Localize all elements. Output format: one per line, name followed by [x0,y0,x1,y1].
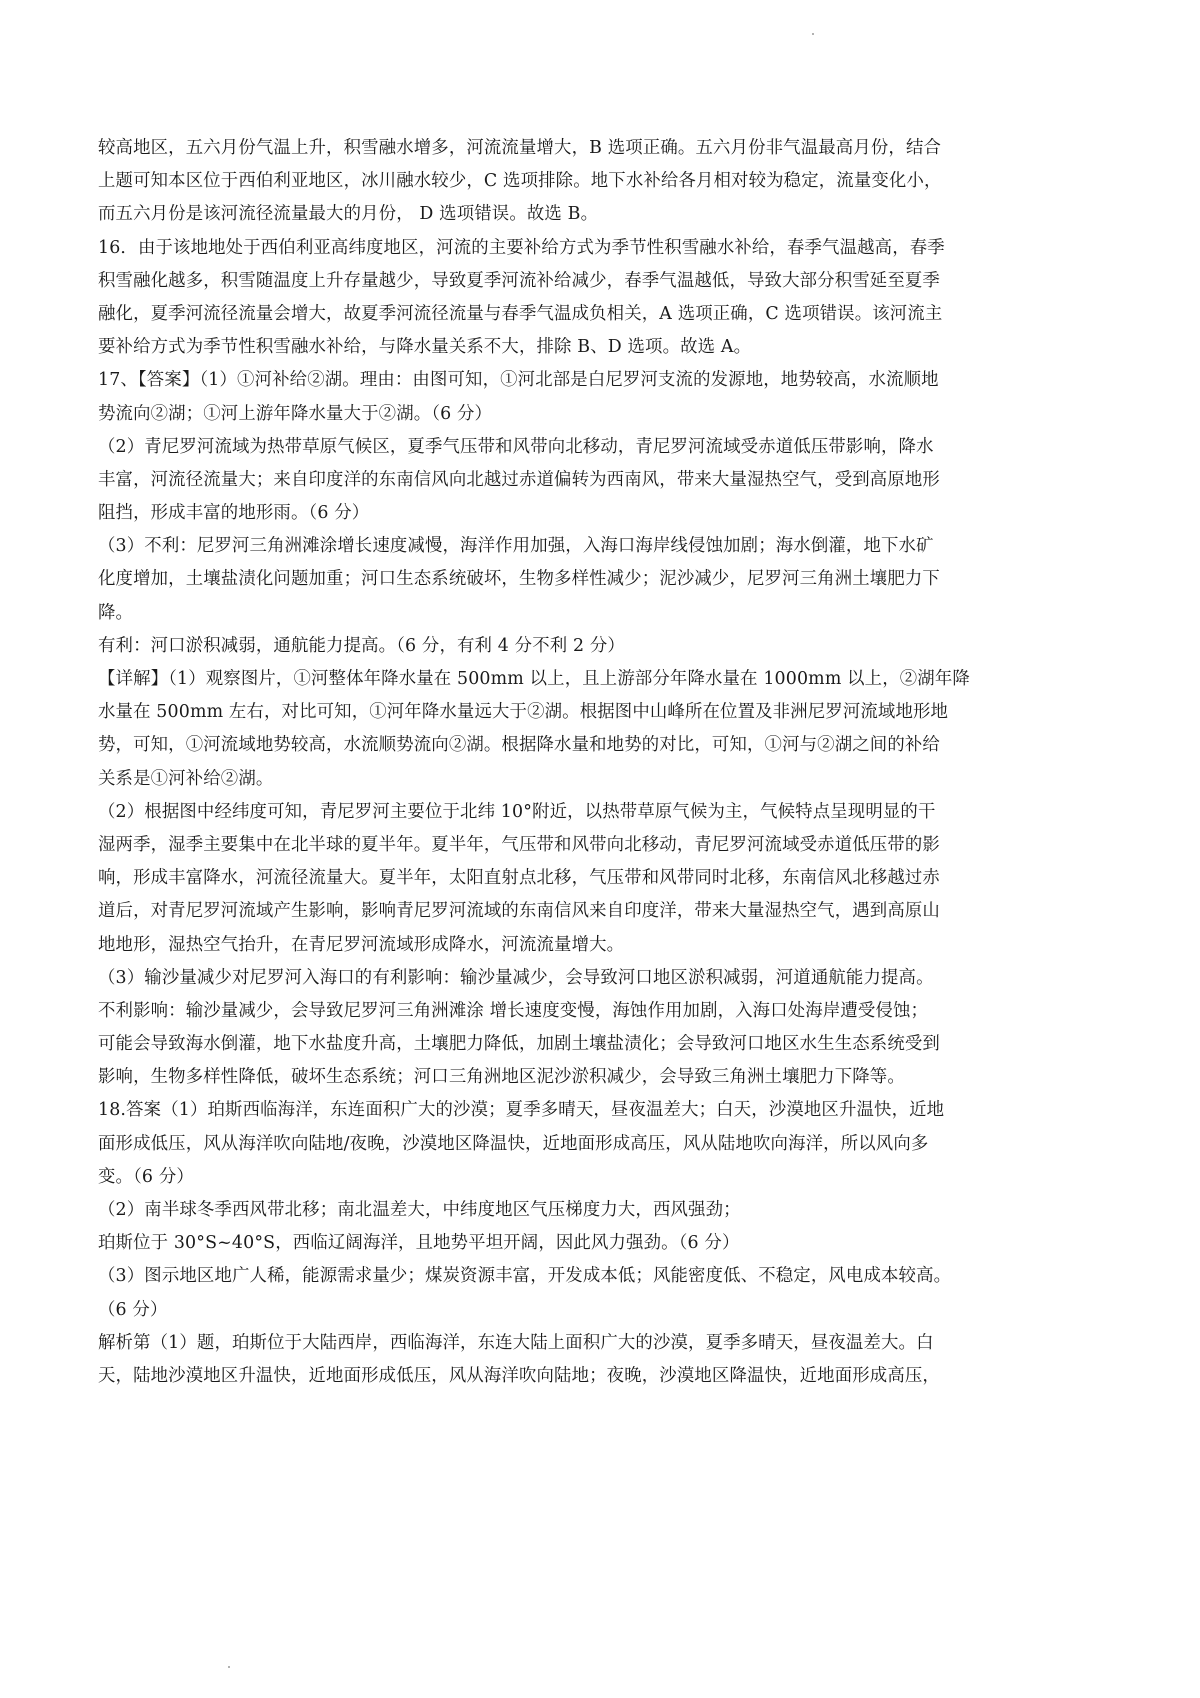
text-line: 地地形，湿热空气抬升，在青尼罗河流域形成降水，河流流量增大。 [98,934,625,955]
text-line: 16．由于该地地处于西伯利亚高纬度地区，河流的主要补给方式为季节性积雪融水补给，春季气温越高，春季 [98,237,945,258]
text-line: 变。（6 分） [98,1166,194,1187]
text-line: （6 分） [98,1299,168,1320]
text-line: 不利影响：输沙量减少，会导致尼罗河三角洲滩涂 增长速度变慢，海蚀作用加剧，入海口处海岸遭受侵蚀； [98,1000,929,1021]
text-line: 道后，对青尼罗河流域产生影响，影响青尼罗河流域的东南信风来自印度洋，带来大量湿热空气，遇到高原山 [98,901,940,922]
text-line: （3）输沙量减少对尼罗河入海口的有利影响：输沙量减少，会导致河口地区淤积减弱，河道通航能力提高。 [98,967,934,988]
scan-speck [228,1666,230,1668]
text-line: 势，可知，①河流域地势较高，水流顺势流向②湖。根据降水量和地势的对比，可知，①河与②湖之间的补给 [98,735,940,756]
text-line: 可能会导致海水倒灌，地下水盐度升高，土壤肥力降低，加剧土壤盐渍化；会导致河口地区水生生态系统受到 [98,1034,940,1055]
text-line: （3）图示地区地广人稀，能源需求量少；煤炭资源丰富，开发成本低；风能密度低、不稳定，风电成本较高。 [98,1266,952,1287]
text-line: 有利：河口淤积减弱，通航能力提高。（6 分，有利 4 分不利 2 分） [98,635,625,656]
text-line: 面形成低压，风从海洋吹向陆地/夜晚，沙漠地区降温快，近地面形成高压，风从陆地吹向海洋，所以风向多 [98,1133,929,1154]
text-line: 上题可知本区位于西伯利亚地区，冰川融水较少，C 选项排除。地下水补给各月相对较为稳定，流量变化小， [98,171,942,192]
text-line: （3）不利：尼罗河三角洲滩涂增长速度减慢，海洋作用加强，入海口海岸线侵蚀加剧；海水倒灌，地下水矿 [98,536,934,557]
text-line: 关系是①河补给②湖。 [98,768,274,789]
text-line: 降。 [98,602,134,623]
text-line: 【详解】（1）观察图片，①河整体年降水量在 500mm 以上，且上游部分年降水量在 1000mm 以上，②湖年降 [98,669,970,689]
text-line: 融化，夏季河流径流量会增大，故夏季河流径流量与春季气温成负相关，A 选项正确，C 选项错误。该河流主 [98,303,943,324]
text-line: 天，陆地沙漠地区升温快，近地面形成低压，风从海洋吹向陆地；夜晚，沙漠地区降温快，近地面形成高压， [98,1365,940,1386]
text-line: 阻挡，形成丰富的地形雨。（6 分） [98,503,370,524]
text-line: 17、【答案】（1）①河补给②湖。理由：由图可知，①河北部是白尼罗河支流的发源地，地势较高，水流顺地 [98,370,939,391]
scan-speck [812,33,814,35]
text-line: 18.答案（1）珀斯西临海洋，东连面积广大的沙漠；夏季多晴天，昼夜温差大；白天，沙漠地区升温快，近地 [98,1100,945,1121]
text-line: （2）青尼罗河流域为热带草原气候区，夏季气压带和风带向北移动，青尼罗河流域受赤道低压带影响，降水 [98,436,934,457]
text-line: 湿两季，湿季主要集中在北半球的夏半年。夏半年，气压带和风带向北移动，青尼罗河流域受赤道低压带的影 [98,834,940,855]
text-line: （2）根据图中经纬度可知，青尼罗河主要位于北纬 10°附近，以热带草原气候为主，气候特点呈现明显的干 [98,801,936,822]
text-line: 水量在 500mm 左右，对比可知，①河年降水量远大于②湖。根据图中山峰所在位置及非洲尼罗河流域地形地 [98,702,949,723]
text-line: 要补给方式为季节性积雪融水补给，与降水量关系不大，排除 B、D 选项。故选 A。 [98,337,752,358]
text-line: 珀斯位于 30°S~40°S，西临辽阔海洋，且地势平坦开阔，因此风力强劲。（6 分） [98,1233,740,1254]
text-line: （2）南半球冬季西风带北移；南北温差大，中纬度地区气压梯度力大，西风强劲； [98,1200,741,1220]
text-line: 响，形成丰富降水，河流径流量大。夏半年，太阳直射点北移，气压带和风带同时北移，东南信风北移越过赤 [98,868,940,889]
text-line: 积雪融化越多，积雪随温度上升存量越少，导致夏季河流补给减少，春季气温越低，导致大部分积雪延至夏季 [98,270,940,291]
text-line: 较高地区，五六月份气温上升，积雪融水增多，河流流量增大，B 选项正确。五六月份非气温最高月份，结合 [98,138,942,158]
text-line: 丰富，河流径流量大；来自印度洋的东南信风向北越过赤道偏转为西南风，带来大量湿热空气，受到高原地形 [98,469,940,490]
text-line: 而五六月份是该河流径流量最大的月份， D 选项错误。故选 B。 [98,204,599,225]
text-line: 解析第（1）题，珀斯位于大陆西岸，西临海洋，东连大陆上面积广大的沙漠，夏季多晴天，昼夜温差大。白 [98,1332,934,1353]
text-line: 影响，生物多样性降低，破坏生态系统；河口三角洲地区泥沙淤积减少，会导致三角洲土壤肥力下降等。 [98,1067,905,1088]
text-line: 化度增加，土壤盐渍化问题加重；河口生态系统破坏，生物多样性减少；泥沙减少，尼罗河三角洲土壤肥力下 [98,569,940,590]
answer-text-body [98,132,1108,1393]
text-line: 势流向②湖；①河上游年降水量大于②湖。（6 分） [98,403,493,424]
